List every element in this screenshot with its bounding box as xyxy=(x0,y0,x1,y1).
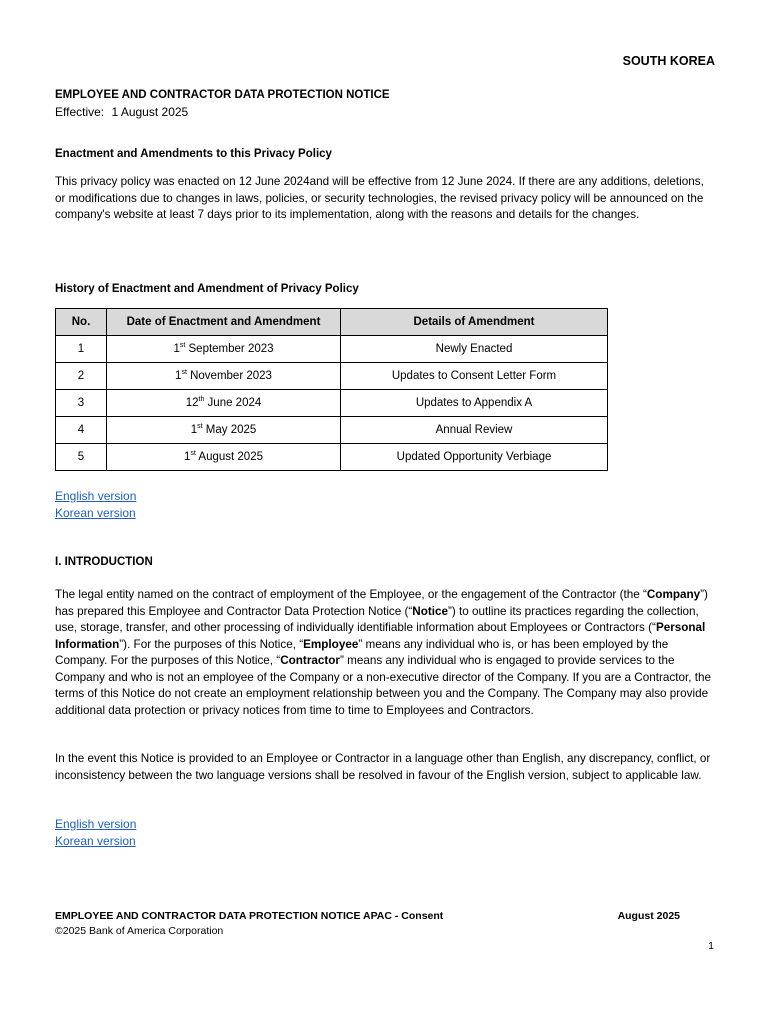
introduction-heading: I. INTRODUCTION xyxy=(55,556,153,568)
column-header-no: No. xyxy=(56,309,107,336)
row-details: Annual Review xyxy=(341,417,608,444)
row-date: 1st November 2023 xyxy=(107,363,341,390)
history-heading: History of Enactment and Amendment of Privacy Policy xyxy=(55,283,359,295)
row-date: 1st May 2025 xyxy=(107,417,341,444)
introduction-paragraph-2: In the event this Notice is provided to an Employee or Contractor in a language other than English, any discrepancy, conflict, or inconsistency between the two language versions shall be resolved in favour of the English version, subject to applicable law. xyxy=(55,752,711,782)
language-links-top xyxy=(55,488,136,521)
table-row xyxy=(56,336,608,363)
amendment-history-table xyxy=(55,308,608,471)
table-row xyxy=(56,363,608,390)
footer-copyright: ©2025 Bank of America Corporation xyxy=(55,925,224,937)
page-number: 1 xyxy=(708,940,714,952)
footer-title: EMPLOYEE AND CONTRACTOR DATA PROTECTION NOTICE APAC - Consent xyxy=(55,910,444,922)
row-details: Updated Opportunity Verbiage xyxy=(341,444,608,471)
effective-line xyxy=(55,105,188,119)
language-links-bottom xyxy=(55,816,136,849)
row-number: 2 xyxy=(56,363,107,390)
enactment-heading: Enactment and Amendments to this Privacy Policy xyxy=(55,148,332,160)
country-heading: SOUTH KOREA xyxy=(622,54,715,68)
row-details: Updates to Appendix A xyxy=(341,390,608,417)
table-row xyxy=(56,390,608,417)
document-title: EMPLOYEE AND CONTRACTOR DATA PROTECTION NOTICE xyxy=(55,89,390,101)
row-date: 1st August 2025 xyxy=(107,444,341,471)
english-version-link[interactable]: English version xyxy=(55,489,137,503)
row-number: 3 xyxy=(56,390,107,417)
footer-date: August 2025 xyxy=(617,910,680,922)
row-details: Updates to Consent Letter Form xyxy=(341,363,608,390)
column-header-details: Details of Amendment xyxy=(341,309,608,336)
effective-label: Effective: xyxy=(55,105,105,119)
korean-version-link[interactable]: Korean version xyxy=(55,833,136,848)
row-number: 5 xyxy=(56,444,107,471)
effective-date: 1 August 2025 xyxy=(111,105,189,119)
table-header-row xyxy=(56,309,608,336)
row-date: 1st September 2023 xyxy=(107,336,341,363)
table-row xyxy=(56,444,608,471)
row-number: 4 xyxy=(56,417,107,444)
row-details: Newly Enacted xyxy=(341,336,608,363)
table-row xyxy=(56,417,608,444)
introduction-paragraph-1: The legal entity named on the contract of employment of the Employee, or the engagement of the Contractor (the “Company”) has prepared this Employee and Contractor Data Protection Notice (“Notice”) to outline its practices regarding the collection, use, storage, transfer, and other processing of individually identifiable information about Employees or Contractors (“Personal Information”). For the purposes of this Notice, “Employee” means any individual who is, or has been employed by the Company. For the purposes of this Notice, “Contractor” means any individual who is engaged to provide services to the Company and who is not an employee of the Company or a non-executive director of the Company. If you are a Contractor, the terms of this Notice do not create an employment relationship between you and the Company. The Company may also provide additional data protection or privacy notices from time to time to Employees and Contractors. xyxy=(55,588,711,717)
enactment-body: This privacy policy was enacted on 12 June 2024and will be effective from 12 June 2024. If there are any additions, deletions, or modifications due to changes in laws, policies, or security technologies, the revised privacy policy will be announced on the company's website at least 7 days prior to its implementation, along with the reasons and details for the changes. xyxy=(55,175,704,221)
korean-version-link[interactable]: Korean version xyxy=(55,505,136,520)
row-number: 1 xyxy=(56,336,107,363)
english-version-link[interactable]: English version xyxy=(55,817,137,831)
column-header-date: Date of Enactment and Amendment xyxy=(107,309,341,336)
row-date: 12th June 2024 xyxy=(107,390,341,417)
